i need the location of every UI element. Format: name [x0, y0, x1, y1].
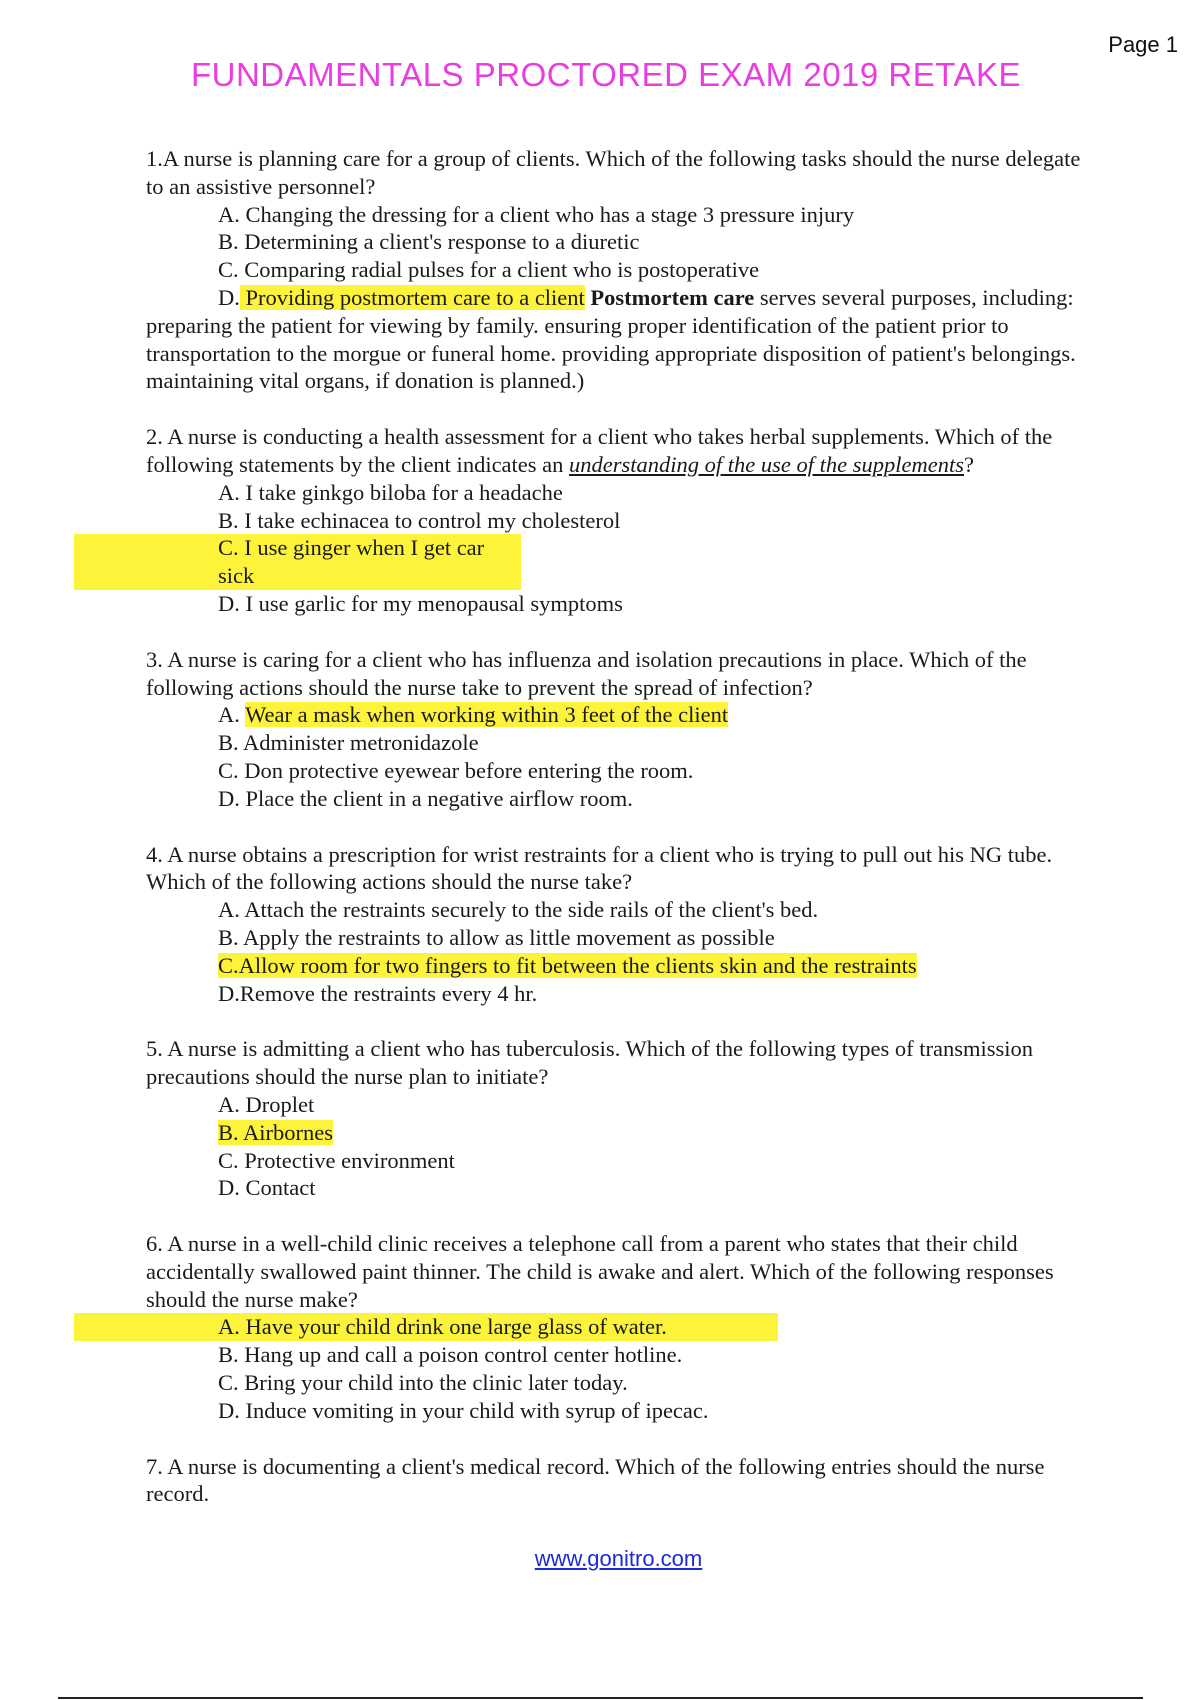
option-b-highlighted: B. Airbornes	[218, 1119, 333, 1145]
question-5	[146, 1035, 1096, 1202]
rationale-heading: Postmortem care	[590, 284, 755, 310]
option-a-highlighted: A. Have your child drink one large glass of water.	[74, 1313, 778, 1341]
option-b: B. Apply the restraints to allow as little movement as possible	[218, 924, 775, 950]
rationale-text: serves several purposes, including: preparing the patient for viewing by family. ensuring proper identification of the patient prior to transportation to the morgue or funeral home. providing appropriate disposition of patient's belongings. maintaining vital organs, if donation is planned.)	[146, 284, 1076, 394]
option-a: A. Changing the dressing for a client who has a stage 3 pressure injury	[218, 201, 855, 227]
option-d: D. Contact	[218, 1175, 316, 1201]
answer-options	[146, 1091, 1096, 1202]
question-stem: 3. A nurse is caring for a client who has influenza and isolation precautions in place. Which of the following actions should the nurse take to prevent the spread of infection?	[146, 646, 1027, 700]
answer-options	[146, 896, 1096, 1007]
option-a: A. Attach the restraints securely to the side rails of the client's bed.	[218, 897, 819, 923]
question-1	[146, 145, 1096, 395]
question-4	[146, 841, 1096, 1008]
option-d-highlighted: Providing postmortem care to a client	[240, 285, 585, 310]
question-stem: 1.A nurse is planning care for a group of clients. Which of the following tasks should the nurse delegate to an assistive personnel?	[146, 146, 1081, 199]
answer-with-rationale	[146, 284, 1096, 395]
question-stem: 2. A nurse is conducting a health assessment for a client who takes herbal supplements. Which of the following statements by the client indicates an understanding of the use of the supplements?	[146, 424, 1053, 477]
document-title: FUNDAMENTALS PROCTORED EXAM 2019 RETAKE	[190, 56, 1021, 93]
question-6	[146, 1230, 1096, 1425]
option-c: C. Protective environment	[218, 1147, 455, 1173]
option-a-highlighted: Wear a mask when working within 3 feet of the client	[245, 702, 729, 728]
option-c-highlighted: C.Allow room for two fingers to fit between the clients skin and the restraints	[218, 952, 917, 978]
option-b: B. Hang up and call a poison control center hotline.	[218, 1342, 683, 1368]
question-stem: 6. A nurse in a well-child clinic receives a telephone call from a parent who states that their child accidentally swallowed paint thinner. The child is awake and alert. Which of the following responses should the nurse make?	[146, 1231, 1054, 1312]
question-stem: 5. A nurse is admitting a client who has tuberculosis. Which of the following types of transmission precautions should the nurse plan to initiate?	[146, 1036, 1033, 1090]
stem-emphasis: understanding of the use of the supplements	[569, 451, 964, 477]
question-2	[146, 423, 1096, 618]
exam-content	[146, 145, 1096, 1536]
option-a: A. Wear a mask when working within 3 feet of the client	[218, 702, 729, 728]
option-c: C. Don protective eyewear before entering the room.	[218, 757, 694, 783]
question-3	[146, 646, 1096, 813]
question-stem: 7. A nurse is documenting a client's medical record. Which of the following entries should the nurse record.	[146, 1453, 1045, 1507]
option-a: A. Droplet	[218, 1091, 315, 1117]
option-b: B. Administer metronidazole	[218, 730, 479, 756]
question-stem: 4. A nurse obtains a prescription for wrist restraints for a client who is trying to pull out his NG tube. Which of the following actions should the nurse take?	[146, 841, 1053, 895]
option-d-letter: D.	[218, 284, 240, 310]
option-c-highlighted: C. I use ginger when I get car sick	[74, 534, 521, 590]
option-d: D.Remove the restraints every 4 hr.	[218, 980, 538, 1006]
footer-divider	[58, 1697, 1143, 1699]
option-d: D. Induce vomiting in your child with syrup of ipecac.	[218, 1397, 709, 1423]
option-d: D. Place the client in a negative airflow room.	[218, 785, 633, 811]
answer-options	[146, 1313, 1096, 1424]
answer-options	[146, 201, 1096, 284]
option-b: B. Determining a client's response to a diuretic	[218, 229, 640, 255]
page-number: Page 1	[1108, 32, 1178, 57]
option-c: C. Comparing radial pulses for a client who is postoperative	[218, 257, 760, 283]
option-a: A. I take ginkgo biloba for a headache	[218, 479, 563, 505]
option-d: D. I use garlic for my menopausal symptoms	[218, 590, 623, 616]
question-7	[146, 1453, 1096, 1509]
answer-options	[146, 479, 1096, 618]
answer-options	[146, 701, 1096, 812]
option-c: C. Bring your child into the clinic later today.	[218, 1370, 628, 1396]
option-b: B. I take echinacea to control my cholesterol	[218, 507, 621, 533]
footer-website-link[interactable]: www.gonitro.com	[534, 1546, 703, 1571]
